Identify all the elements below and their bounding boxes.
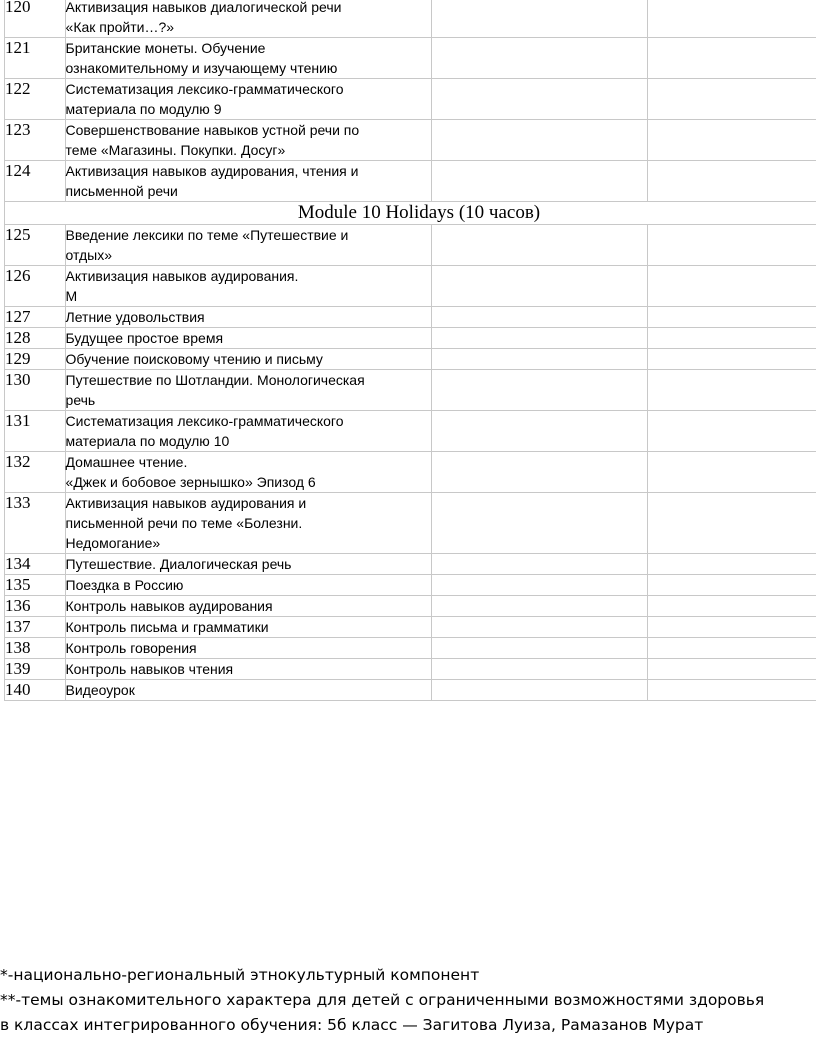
table-row xyxy=(5,225,816,266)
table-row xyxy=(5,638,816,659)
empty-cell xyxy=(431,411,647,452)
empty-cell xyxy=(648,266,816,307)
empty-cell xyxy=(431,617,647,638)
empty-cell xyxy=(431,38,647,79)
table-row xyxy=(5,79,816,120)
table-row xyxy=(5,307,816,328)
table-row xyxy=(5,596,816,617)
lesson-number: 126 xyxy=(5,266,66,307)
footnotes xyxy=(0,963,816,1038)
lesson-topic: Активизация навыков аудирования, чтения и письменной речи xyxy=(65,161,431,202)
lesson-number: 132 xyxy=(5,452,66,493)
table-row xyxy=(5,266,816,307)
lesson-topic: Контроль письма и грамматики xyxy=(65,617,431,638)
empty-cell xyxy=(648,452,816,493)
lesson-number: 122 xyxy=(5,79,66,120)
lesson-topic: Активизация навыков аудирования и письменной речи по теме «Болезни. Недомогание» xyxy=(65,493,431,554)
lesson-number: 136 xyxy=(5,596,66,617)
lesson-topic: Активизация навыков аудирования. М xyxy=(65,266,431,307)
table-body-after xyxy=(5,225,816,701)
table-row xyxy=(5,370,816,411)
table-row xyxy=(5,617,816,638)
table-row xyxy=(5,575,816,596)
empty-cell xyxy=(648,493,816,554)
table-row xyxy=(5,554,816,575)
empty-cell xyxy=(431,161,647,202)
empty-cell xyxy=(648,79,816,120)
empty-cell xyxy=(648,638,816,659)
lesson-number: 135 xyxy=(5,575,66,596)
empty-cell xyxy=(648,38,816,79)
table-row xyxy=(5,349,816,370)
lesson-number: 137 xyxy=(5,617,66,638)
lesson-topic: Путешествие. Диалогическая речь xyxy=(65,554,431,575)
lesson-number: 138 xyxy=(5,638,66,659)
empty-cell xyxy=(431,575,647,596)
empty-cell xyxy=(431,638,647,659)
footnote-national: *-национально-региональный этнокультурный компонент xyxy=(0,966,480,984)
lesson-topic: Совершенствование навыков устной речи по теме «Магазины. Покупки. Досуг» xyxy=(65,120,431,161)
empty-cell xyxy=(648,349,816,370)
lesson-topic: Активизация навыков диалогической речи «Как пройти…?» xyxy=(65,0,431,38)
lesson-number: 140 xyxy=(5,680,66,701)
empty-cell xyxy=(648,161,816,202)
lesson-topic: Контроль говорения xyxy=(65,638,431,659)
lesson-number: 131 xyxy=(5,411,66,452)
lesson-number: 130 xyxy=(5,370,66,411)
lesson-topic: Систематизация лексико-грамматического материала по модулю 10 xyxy=(65,411,431,452)
empty-cell xyxy=(431,307,647,328)
lesson-topic: Домашнее чтение. «Джек и бобовое зернышко» Эпизод 6 xyxy=(65,452,431,493)
lesson-number: 129 xyxy=(5,349,66,370)
table-row xyxy=(5,659,816,680)
empty-cell xyxy=(431,370,647,411)
empty-cell xyxy=(648,370,816,411)
lesson-topic: Обучение поисковому чтению и письму xyxy=(65,349,431,370)
lesson-plan-table xyxy=(4,0,816,701)
empty-cell xyxy=(431,452,647,493)
empty-cell xyxy=(431,120,647,161)
footnote-special-needs: **-темы ознакомительного характера для детей с ограниченными возможностями здоровья xyxy=(0,991,765,1009)
lesson-number: 128 xyxy=(5,328,66,349)
empty-cell xyxy=(431,328,647,349)
module-heading-row xyxy=(5,202,816,225)
lesson-topic: Летние удовольствия xyxy=(65,307,431,328)
lesson-number: 124 xyxy=(5,161,66,202)
empty-cell xyxy=(648,680,816,701)
empty-cell xyxy=(431,680,647,701)
table-row xyxy=(5,680,816,701)
empty-cell xyxy=(648,596,816,617)
empty-cell xyxy=(431,349,647,370)
module-section xyxy=(5,202,816,225)
lesson-number: 120 xyxy=(5,0,66,38)
table-body-before xyxy=(5,0,816,202)
table-row xyxy=(5,328,816,349)
table-row xyxy=(5,0,816,38)
empty-cell xyxy=(648,617,816,638)
empty-cell xyxy=(648,659,816,680)
empty-cell xyxy=(431,659,647,680)
empty-cell xyxy=(648,328,816,349)
empty-cell xyxy=(431,493,647,554)
lesson-number: 121 xyxy=(5,38,66,79)
lesson-topic: Британские монеты. Обучение ознакомительному и изучающему чтению xyxy=(65,38,431,79)
table-row xyxy=(5,452,816,493)
table-row xyxy=(5,161,816,202)
lesson-topic: Видеоурок xyxy=(65,680,431,701)
empty-cell xyxy=(648,120,816,161)
lesson-topic: Контроль навыков аудирования xyxy=(65,596,431,617)
lesson-number: 134 xyxy=(5,554,66,575)
table-row xyxy=(5,411,816,452)
empty-cell xyxy=(431,596,647,617)
lesson-number: 125 xyxy=(5,225,66,266)
empty-cell xyxy=(648,411,816,452)
empty-cell xyxy=(431,0,647,38)
empty-cell xyxy=(648,575,816,596)
empty-cell xyxy=(431,266,647,307)
module-heading: Module 10 Holidays (10 часов) xyxy=(5,202,816,225)
lesson-number: 123 xyxy=(5,120,66,161)
table-row xyxy=(5,38,816,79)
empty-cell xyxy=(648,307,816,328)
lesson-number: 127 xyxy=(5,307,66,328)
lesson-number: 133 xyxy=(5,493,66,554)
lesson-topic: Контроль навыков чтения xyxy=(65,659,431,680)
lesson-topic: Систематизация лексико-грамматического материала по модулю 9 xyxy=(65,79,431,120)
table-row xyxy=(5,493,816,554)
table-row xyxy=(5,120,816,161)
empty-cell xyxy=(431,225,647,266)
empty-cell xyxy=(648,0,816,38)
lesson-topic: Путешествие по Шотландии. Монологическая речь xyxy=(65,370,431,411)
empty-cell xyxy=(648,554,816,575)
empty-cell xyxy=(431,554,647,575)
lesson-topic: Будущее простое время xyxy=(65,328,431,349)
empty-cell xyxy=(648,225,816,266)
lesson-topic: Введение лексики по теме «Путешествие и отдых» xyxy=(65,225,431,266)
footnote-integrated-classes: в классах интегрированного обучения: 5б класс — Загитова Луиза, Рамазанов Мурат xyxy=(0,1016,704,1034)
lesson-topic: Поездка в Россию xyxy=(65,575,431,596)
lesson-number: 139 xyxy=(5,659,66,680)
empty-cell xyxy=(431,79,647,120)
